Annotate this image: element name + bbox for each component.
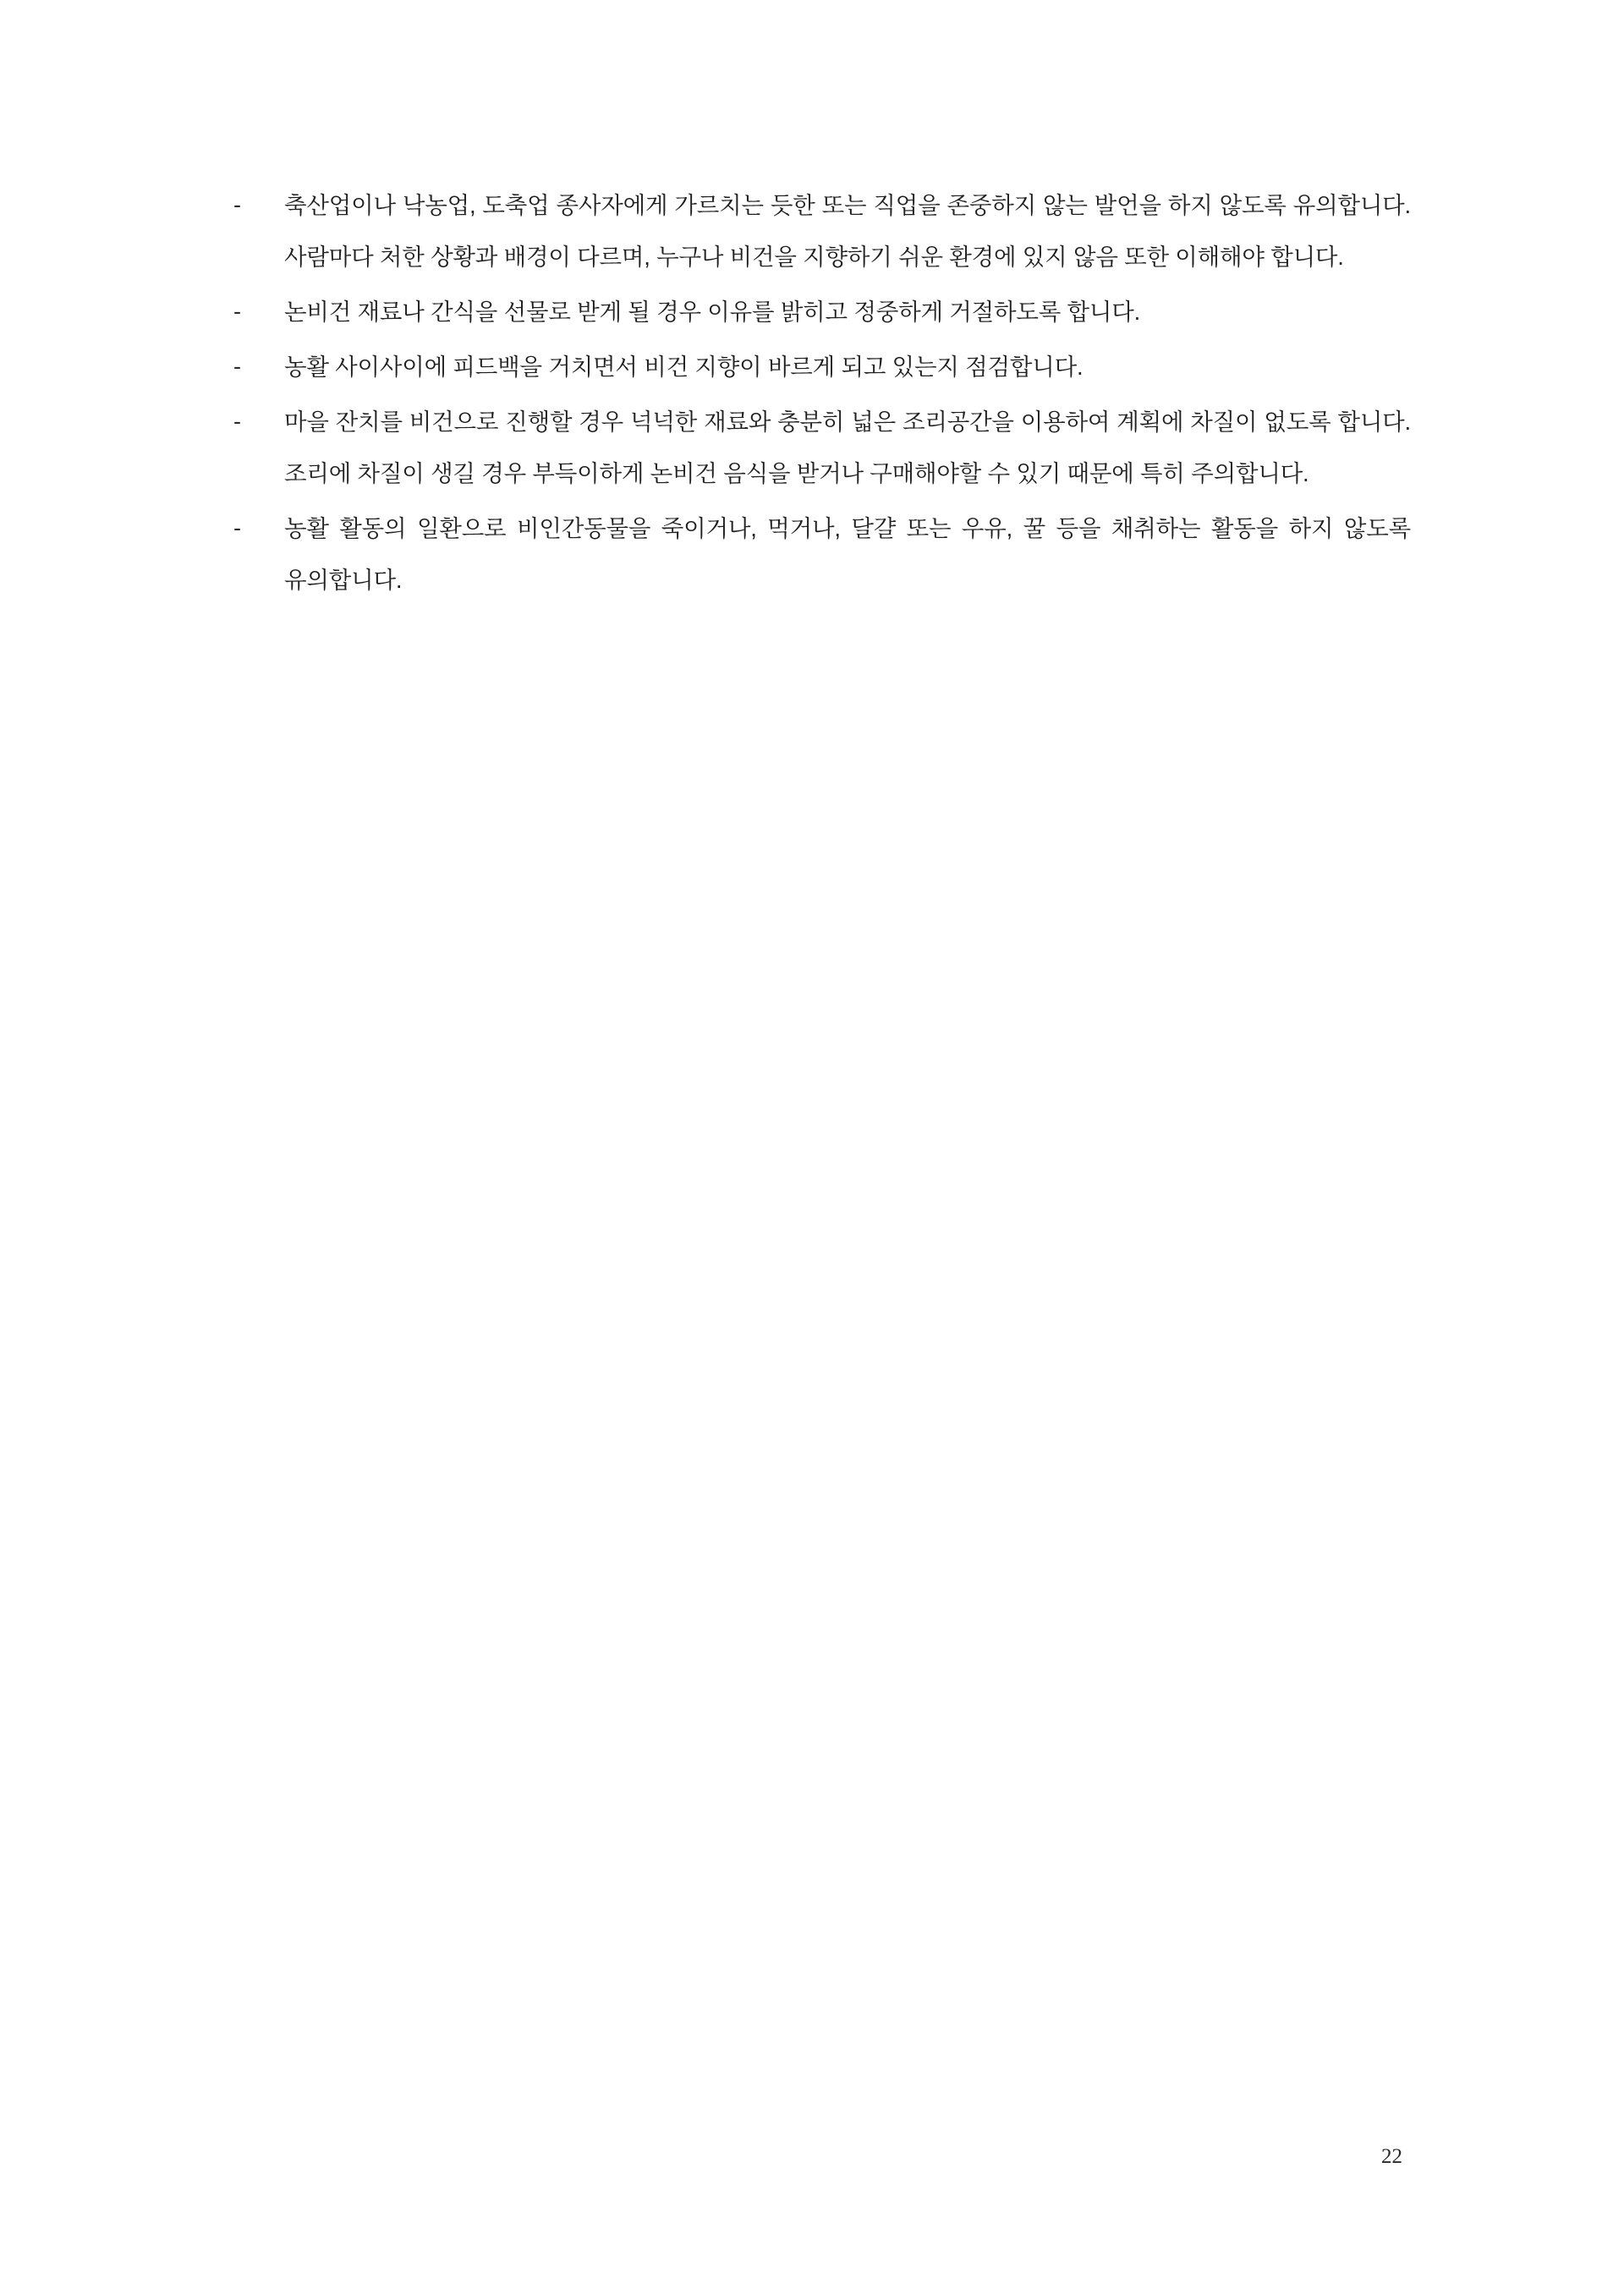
list-item-text: 마을 잔치를 비건으로 진행할 경우 넉넉한 재료와 충분히 넓은 조리공간을 이용하여 계획에 차질이 없도록 합니다. 조리에 차질이 생길 경우 부득이하게 논비건 음식을 받거나 구매해야할 수 있기 때문에 특히 주의합니다. <box>284 409 1411 486</box>
list-item <box>227 396 1411 499</box>
document-body <box>227 179 1411 609</box>
list-item-text: 축산업이나 낙농업, 도축업 종사자에게 가르치는 듯한 또는 직업을 존중하지 않는 발언을 하지 않도록 유의합니다. 사람마다 처한 상황과 배경이 다르며, 누구나 비건을 지향하기 쉬운 환경에 있지 않음 또한 이해해야 합니다. <box>284 192 1411 270</box>
list-item <box>227 502 1411 606</box>
list-item-text: 논비건 재료나 간식을 선물로 받게 될 경우 이유를 밝히고 정중하게 거절하도록 합니다. <box>284 299 1141 325</box>
bullet-marker-icon: - <box>233 409 241 434</box>
guideline-list <box>227 179 1411 606</box>
list-item <box>227 179 1411 283</box>
page-number: 22 <box>1381 2145 1402 2168</box>
list-item-text: 농활 사이사이에 피드백을 거치면서 비건 지향이 바르게 되고 있는지 점검합니다. <box>284 354 1084 380</box>
bullet-marker-icon: - <box>233 299 241 324</box>
bullet-marker-icon: - <box>233 354 241 379</box>
list-item <box>227 341 1411 392</box>
bullet-marker-icon: - <box>233 192 241 217</box>
list-item <box>227 286 1411 338</box>
bullet-marker-icon: - <box>233 515 241 541</box>
list-item-text: 농활 활동의 일환으로 비인간동물을 죽이거나, 먹거나, 달걀 또는 우유, 꿀 등을 채취하는 활동을 하지 않도록 유의합니다. <box>284 515 1411 593</box>
